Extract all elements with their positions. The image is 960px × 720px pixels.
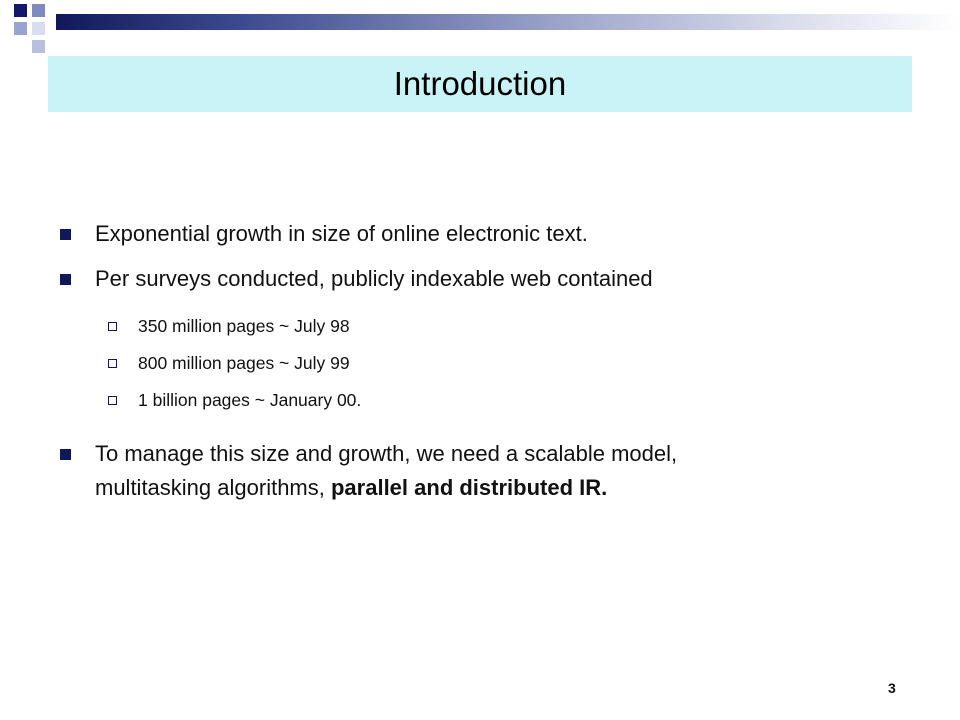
square-bullet-icon xyxy=(60,449,71,460)
decor-square xyxy=(32,4,45,17)
decor-square xyxy=(14,4,27,17)
hollow-square-bullet-icon xyxy=(108,359,117,368)
decor-square xyxy=(32,40,45,53)
bullet-text: Per surveys conducted, publicly indexable web contained xyxy=(95,266,653,291)
slide-title: Introduction xyxy=(393,65,567,102)
square-bullet-icon xyxy=(60,229,71,240)
decor-square xyxy=(32,22,45,35)
decor-square xyxy=(14,22,27,35)
sub-bullet-text: 800 million pages ~ July 99 xyxy=(138,353,350,373)
hollow-square-bullet-icon xyxy=(108,322,117,331)
sub-bullet-text: 1 billion pages ~ January 00. xyxy=(138,390,362,410)
bullet-text-line1: To manage this size and growth, we need a scalable model, xyxy=(95,441,678,466)
bullet-text-multiline xyxy=(95,437,915,505)
header-gradient-bar xyxy=(56,14,960,30)
bullet-text-emphasis: parallel and distributed IR. xyxy=(330,475,608,500)
hollow-square-bullet-icon xyxy=(108,396,117,405)
page-number: 3 xyxy=(888,680,896,696)
bullet-text-line2: multitasking algorithms, xyxy=(95,475,331,500)
sub-bullet-text: 350 million pages ~ July 98 xyxy=(138,316,350,336)
bullet-text: Exponential growth in size of online electronic text. xyxy=(95,221,588,246)
title-band xyxy=(48,56,912,112)
square-bullet-icon xyxy=(60,274,71,285)
